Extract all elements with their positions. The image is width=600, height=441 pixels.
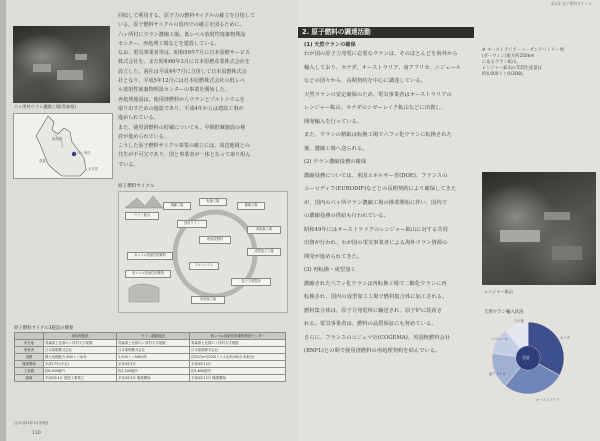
table-cell: 規模 xyxy=(15,354,44,361)
table-cell: 最大処理能力 800トンU/年 xyxy=(44,354,117,361)
page-number-left: 130 xyxy=(32,431,41,436)
mine-photo-caption: レンジャー鉱山 xyxy=(484,289,514,294)
table-row xyxy=(15,375,286,382)
text-line: センター、再処理工場などを建設している。 xyxy=(118,40,220,47)
table-cell: 平成4年3月 xyxy=(117,361,190,368)
text-line: 燃料集合体は、原子力発電所に輸送され、原子炉に装荷さ xyxy=(304,307,443,314)
rokkasho-marker xyxy=(72,152,76,156)
subsection-heading: (1) 天然ウランの確保 xyxy=(304,42,356,48)
table-cell: 所在地 xyxy=(15,340,44,347)
node-reconversion: 再転換工場 xyxy=(247,226,281,234)
text-line: レンジャー鉱山、カナダのシガーレイク鉱山などに出資し、 xyxy=(304,105,446,111)
text-line: また、使用済燃料の貯蔵についても、中間貯蔵施設の検 xyxy=(118,124,246,131)
text-line: 輸入しており、カナダ、オーストラリア、南アフリカ、ニジェール xyxy=(304,64,461,71)
table-header-cell: 再処理施設 xyxy=(44,333,117,340)
table-cell: 経緯 xyxy=(15,375,44,382)
table-cell: 工事費 xyxy=(15,368,44,375)
text-line: また、ウランの精鉱は転換工場で六フッ化ウランに転換された xyxy=(304,132,452,138)
photo1-caption: 六ヶ所村ウラン濃縮工場(青森県) xyxy=(14,104,76,109)
table-cell: 約1,600億円 xyxy=(190,368,286,375)
text-line: でいる。 xyxy=(118,161,139,168)
table-cell: 約8,400億円 xyxy=(44,368,117,375)
map-label-pacific: 太平洋 xyxy=(88,167,99,171)
table-cell: 約20万m³(200ℓドラム缶約100万本相当) xyxy=(190,354,286,361)
running-header: 第4章 原子燃料サイクル xyxy=(550,1,592,6)
text-line: などの国々から、長期契約を中心に調達している。 xyxy=(304,78,426,84)
pie-title: 天然ウラン輸入状況 xyxy=(484,310,524,315)
right-body-text xyxy=(304,48,474,428)
text-line: 再処理施設は、使用済燃料からウランとプルトニウムを xyxy=(118,96,245,103)
text-line: 濃縮役務については、米国エネルギー省(DOE)、フランスの xyxy=(304,172,448,179)
text-line: 開発が進められてきた。 xyxy=(304,253,363,260)
node-uranium-mine: ウラン鉱山 xyxy=(125,212,159,220)
text-line: こうした原子燃料サイクル事業の確立には、周辺地域との xyxy=(118,143,250,150)
cycle-diagram-title: 原子燃料サイクル xyxy=(118,184,155,189)
table-cell: 平成4年3月 操業開始 xyxy=(117,375,190,382)
table-header-row xyxy=(15,333,286,340)
table-cell: 日本原燃株式会社 xyxy=(117,347,190,354)
text-line: 進められている。 xyxy=(118,115,159,122)
text-line: (3) 再転換・成型加工 xyxy=(304,267,356,273)
text-line: 転換され、国内の成型加工工場で燃料集合体に加工される。 xyxy=(304,294,448,300)
text-line: 回収して利用する、原子力の燃料サイクルの確立を目指して xyxy=(118,13,255,19)
location-map xyxy=(13,113,113,179)
mine-aerial-photo xyxy=(482,172,596,285)
table-row xyxy=(15,361,286,368)
map-label-rokkasho: 六ヶ所村 xyxy=(77,151,91,155)
table-header-cell xyxy=(15,333,44,340)
text-line: ル放射性廃棄物埋設センターの事業を開始した。 xyxy=(118,87,230,94)
text-line: れる。電気事業者は、燃料の品質保証にも努めている。 xyxy=(304,321,437,327)
node-spent-fuel: 使用済燃料 xyxy=(199,236,231,244)
table-cell: 平成17年(予定) xyxy=(44,361,117,368)
table-row xyxy=(15,354,286,361)
node-fabrication: 成型加工工場 xyxy=(247,248,281,256)
node-llw: 低レベル放射性廃棄物 xyxy=(125,270,171,278)
text-line: 六ヶ所村にウラン濃縮工場、低レベル放射性廃棄物埋設 xyxy=(118,31,246,38)
section-title: 2. 原子燃料の調達活動 xyxy=(302,28,371,36)
node-refining: 製錬工場 xyxy=(163,202,191,210)
side-note-line: にあるウラン鉱山。 xyxy=(482,60,521,65)
node-recovered-uranium: 回収ウラン xyxy=(177,220,207,228)
text-line: いる。原子燃料サイクルの国内での確立を図るために、 xyxy=(118,22,245,29)
table-cell: 日本原燃株式会社 xyxy=(44,347,117,354)
text-line: さらに、フランスのコジェマ社(COGEMA)、英国核燃料会社 xyxy=(304,334,451,341)
node-plutonium: プルトニウム xyxy=(189,262,219,270)
text-line: 出資が行われ、わが国の電気事業者による海外ウラン資源の xyxy=(304,240,448,246)
table-cell: 日本原燃株式会社 xyxy=(190,347,286,354)
text-line: (BNFL)との間で使用済燃料の再処理契約を結んでいる。 xyxy=(304,348,441,354)
fuel-cycle-diagram xyxy=(118,191,288,313)
facility-table-title: 原子燃料サイクル3施設の概要 xyxy=(14,326,74,331)
pie-slice-label: オーストラリア xyxy=(535,398,560,403)
table-header-cell: ウラン濃縮施設 xyxy=(117,333,190,340)
node-power-plant: 原子力発電所 xyxy=(231,278,271,286)
text-line: 開発輸入を行っている。 xyxy=(304,118,363,125)
side-note-line: (ダーウィン)東方約250km xyxy=(482,54,535,59)
facility-aerial-photo xyxy=(13,26,110,103)
text-line: が、国内の六ヶ所ウラン濃縮工場の操業開始に伴い、国内で xyxy=(304,199,448,206)
text-line: 討が進められている。 xyxy=(118,133,169,140)
pie-slice-label: 南アフリカ xyxy=(488,372,506,377)
text-line: 後、濃縮工場へ送られる。 xyxy=(304,145,368,152)
side-note-line: ※ オーストラリア・ノーザンテリトリー州 xyxy=(482,48,564,53)
node-reprocessing: 再処理工場 xyxy=(191,296,225,304)
facility-table xyxy=(14,332,286,382)
pie-center-label: 合計 xyxy=(522,355,530,360)
map-label-aomori: 青森 xyxy=(39,159,46,163)
text-line: (2) ウラン濃縮役務の確保 xyxy=(304,159,367,165)
node-hlw: 高レベル放射性廃棄物 xyxy=(127,252,173,260)
text-line: 設立した。両社は平成4年7月に合併して日本原燃株式会 xyxy=(118,68,247,75)
table-cell: 事業者 xyxy=(15,347,44,354)
text-line: 共生が不可欠であり、国と事業者が一体となって取り組ん xyxy=(118,152,251,159)
table-note: 注)平成15年3月末現在 xyxy=(14,421,49,425)
pie-slice-label: カナダ xyxy=(560,335,571,340)
pie-slice-label: その他 xyxy=(513,319,524,323)
table-cell: 1,500トンSWU/年 xyxy=(117,354,190,361)
table-cell: 平成5年4月 建設工事着工 xyxy=(44,375,117,382)
table-cell: 平成4年12月 xyxy=(190,361,286,368)
text-line: 天然ウランの安定確保のため、電気事業者はオーストラリアの xyxy=(304,91,452,98)
table-cell: 平成4年12月 操業開始 xyxy=(190,375,286,382)
side-note-line: 約4,000トン(U3O8)。 xyxy=(482,72,527,77)
side-note xyxy=(482,48,594,78)
table-row xyxy=(15,368,286,375)
side-note-line: レンジャー鉱山の年間生産量は xyxy=(482,66,542,71)
table-row xyxy=(15,340,286,347)
text-line: わが国の原子力発電に必要なウランは、そのほとんどを海外から xyxy=(304,51,458,57)
map-label-bay: 陸奥湾 xyxy=(52,137,63,141)
text-line: 濃縮された六フッ化ウランは再転換工場で二酸化ウランに再 xyxy=(304,280,447,287)
table-cell: 青森県上北郡六ヶ所村大字尾駮 xyxy=(44,340,117,347)
text-line: 株式会社を、また昭和60年3月に日本原燃産業株式会社を xyxy=(118,59,250,66)
table-cell: 青森県上北郡六ヶ所村大字尾駮 xyxy=(190,340,286,347)
text-line: 昭和49年にはオーストラリアのレンジャー鉱山に対する共同 xyxy=(304,226,448,233)
text-line: 取り出すための施設であり、平成4年からは建設工事が xyxy=(118,105,244,112)
node-conversion: 転換工場 xyxy=(199,198,227,206)
pie-slice-label: ニジェール xyxy=(491,336,509,341)
node-enrichment: 濃縮工場 xyxy=(237,202,265,210)
text-line: なお、電気事業者等は、昭和59年7月に日本原燃サービス xyxy=(118,50,250,57)
left-body-text xyxy=(118,12,284,180)
table-cell: 約2,500億円 xyxy=(117,368,190,375)
text-line: 社となり、平成5年12月には日本原燃株式会社の低レベ xyxy=(118,78,245,85)
table-header-cell: 低レベル放射性廃棄物埋設センター xyxy=(190,333,286,340)
text-line: ユーロディフ(EURODIF)などとの長期契約により確保してきた xyxy=(304,186,457,192)
table-cell: 青森県上北郡六ヶ所村大字尾駮 xyxy=(117,340,190,347)
table-row xyxy=(15,347,286,354)
text-line: の濃縮役務の供給も行われている。 xyxy=(304,213,389,219)
table-cell: 操業開始 xyxy=(15,361,44,368)
